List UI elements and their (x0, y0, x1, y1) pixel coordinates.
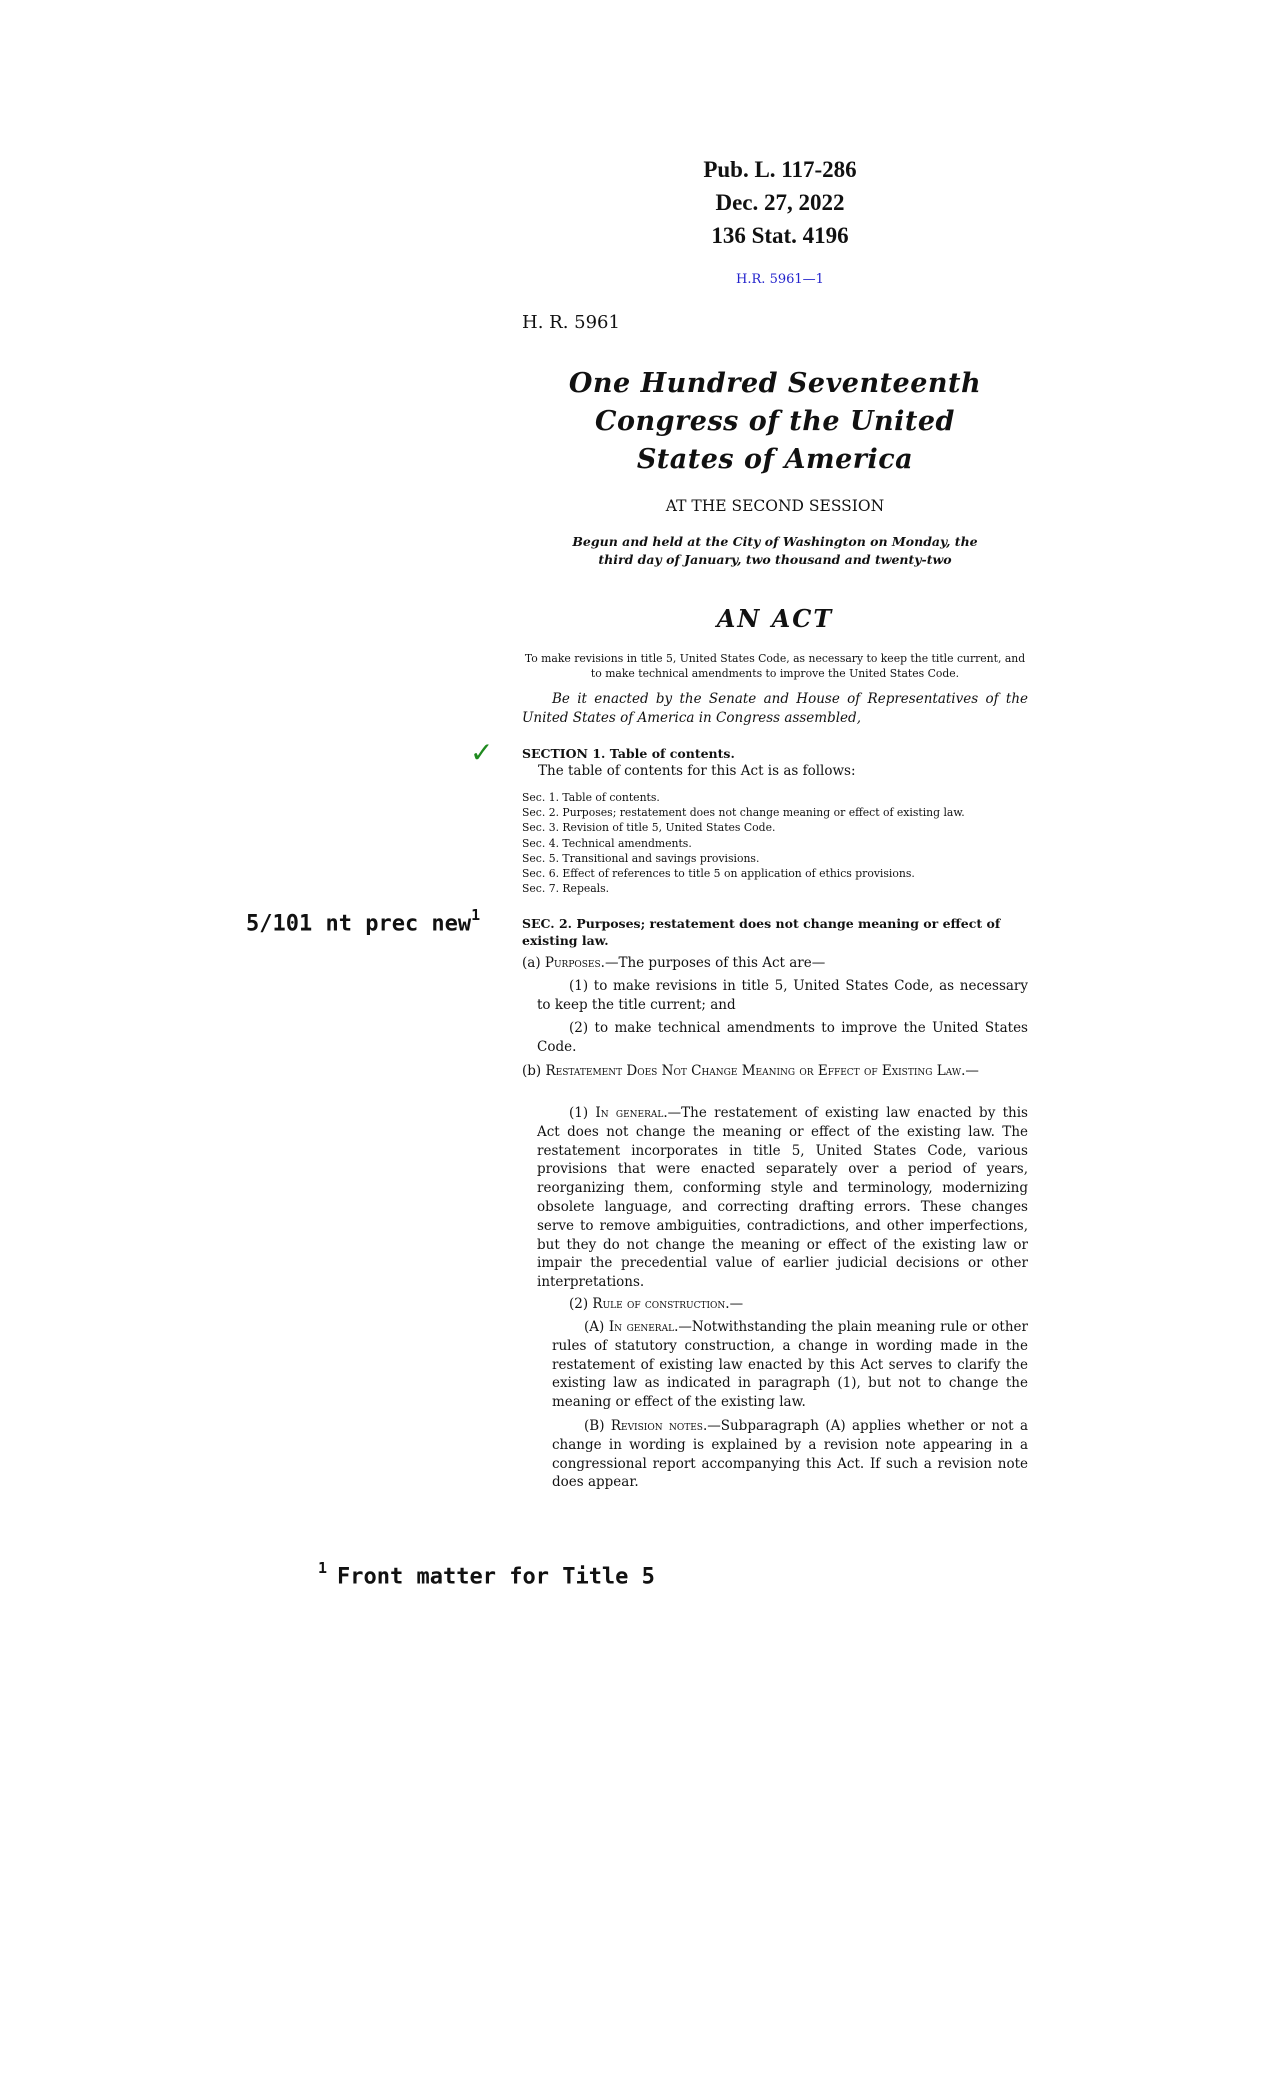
subparagraph-label: (B) (584, 1418, 611, 1434)
paragraph-caption: Rule of construction (592, 1296, 726, 1312)
subsection-a (522, 954, 1028, 973)
subparagraph-caption: Revision notes (610, 1418, 703, 1434)
subparagraph-b-2-b (552, 1417, 1028, 1492)
table-of-contents (522, 790, 965, 896)
checkmark-icon: ✓ (470, 736, 494, 769)
toc-item: Sec. 3. Revision of title 5, United States Code. (522, 821, 776, 835)
subsection-label: (b) (522, 1063, 546, 1079)
enacting-clause: Be it enacted by the Senate and House of Representatives of the United States of America in Congress assembled, (522, 691, 1028, 726)
paragraph-b-1 (537, 1104, 1028, 1292)
paragraph-a-1: (1) to make revisions in title 5, United States Code, as necessary to keep the title current; and (537, 978, 1028, 1013)
act-purpose: To make revisions in title 5, United States Code, as necessary to keep the title current, and to make technical amendments to improve the United States Code. (524, 652, 1026, 680)
enactment-date: Dec. 27, 2022 (715, 190, 845, 215)
footnote-text: Front matter for Title 5 (337, 1564, 655, 1590)
margin-note (246, 908, 480, 936)
subsection-label: (a) (522, 955, 545, 971)
subparagraph-text: .—Subparagraph (A) applies whether or not a change in wording is explained by a revision note appearing in a congressional report accompanying this Act. If such a revision note does appear. (552, 1418, 1029, 1491)
an-act-heading: AN ACT (716, 604, 834, 633)
footnote-reference: 1 (471, 906, 481, 924)
subsection-caption: Purposes (544, 955, 601, 971)
subsection-caption: Restatement Does Not Change Meaning or Effect of Existing Law (545, 1063, 962, 1079)
subsection-b (522, 1062, 1028, 1081)
subparagraph-caption: In general (608, 1319, 675, 1335)
paragraph-text: .— (725, 1296, 744, 1312)
subsection-text: .—The purposes of this Act are— (600, 955, 826, 971)
session-begun-statement: Begun and held at the City of Washington on Monday, the third day of January, two thousand and twenty-two (572, 534, 978, 567)
subsection-text: .— (961, 1063, 979, 1079)
subparagraph-text: .—Notwithstanding the plain meaning rule or other rules of statutory construction, a change in wording made in the restatement of existing law enacted by this Act serves to clarify the existing law as indicated in paragraph (1), but not to change the meaning or effect of the existing law. (552, 1319, 1028, 1411)
toc-item: Sec. 7. Repeals. (522, 882, 610, 896)
public-law-number: Pub. L. 117-286 (703, 157, 857, 182)
subparagraph-b-2-a (552, 1318, 1028, 1412)
paragraph-label: (1) (569, 1105, 596, 1121)
paragraph-a-2: (2) to make technical amendments to improve the United States Code. (537, 1020, 1028, 1055)
congress-title: One Hundred Seventeenth Congress of the United States of America (568, 368, 982, 475)
section-1-intro: The table of contents for this Act is as follows: (538, 763, 856, 779)
paragraph-b-2 (569, 1295, 1028, 1314)
toc-item: Sec. 5. Transitional and savings provisions. (522, 851, 760, 865)
margin-note-text: 5/101 nt prec new (246, 911, 472, 937)
toc-item: Sec. 1. Table of contents. (522, 791, 660, 804)
toc-item: Sec. 4. Technical amendments. (522, 836, 692, 850)
session-line: AT THE SECOND SESSION (665, 497, 885, 515)
toc-item: Sec. 6. Effect of references to title 5 on application of ethics provisions. (522, 867, 915, 881)
paragraph-label: (2) (569, 1296, 593, 1312)
paragraph-caption: In general (595, 1105, 664, 1121)
bill-page-link[interactable]: H.R. 5961—1 (736, 272, 824, 287)
statutes-citation: 136 Stat. 4196 (711, 223, 849, 248)
toc-item: Sec. 2. Purposes; restatement does not change meaning or effect of existing law. (522, 806, 965, 820)
section-2-heading: SEC. 2. Purposes; restatement does not change meaning or effect of existing law. (522, 916, 1001, 948)
bill-number: H. R. 5961 (522, 312, 620, 333)
footnote-number: 1 (318, 1559, 328, 1577)
section-1-heading: SECTION 1. Table of contents. (522, 746, 735, 761)
publication-header (680, 153, 880, 252)
subparagraph-label: (A) (584, 1319, 609, 1335)
paragraph-text: .—The restatement of existing law enacted by this Act does not change the meaning or effect of the existing law. The restatement incorporates in title 5, United States Code, various provisions that were enacted separately over a period of years, reorganizing them, conforming style and terminology, modernizing obsolete language, and correcting drafting errors. These changes serve to remove ambiguities, contradictions, and other imperfections, but they do not change the meaning or effect of the existing law or impair the precedential value of earlier judicial decisions or other interpretations. (537, 1105, 1028, 1291)
footnote (318, 1561, 655, 1589)
